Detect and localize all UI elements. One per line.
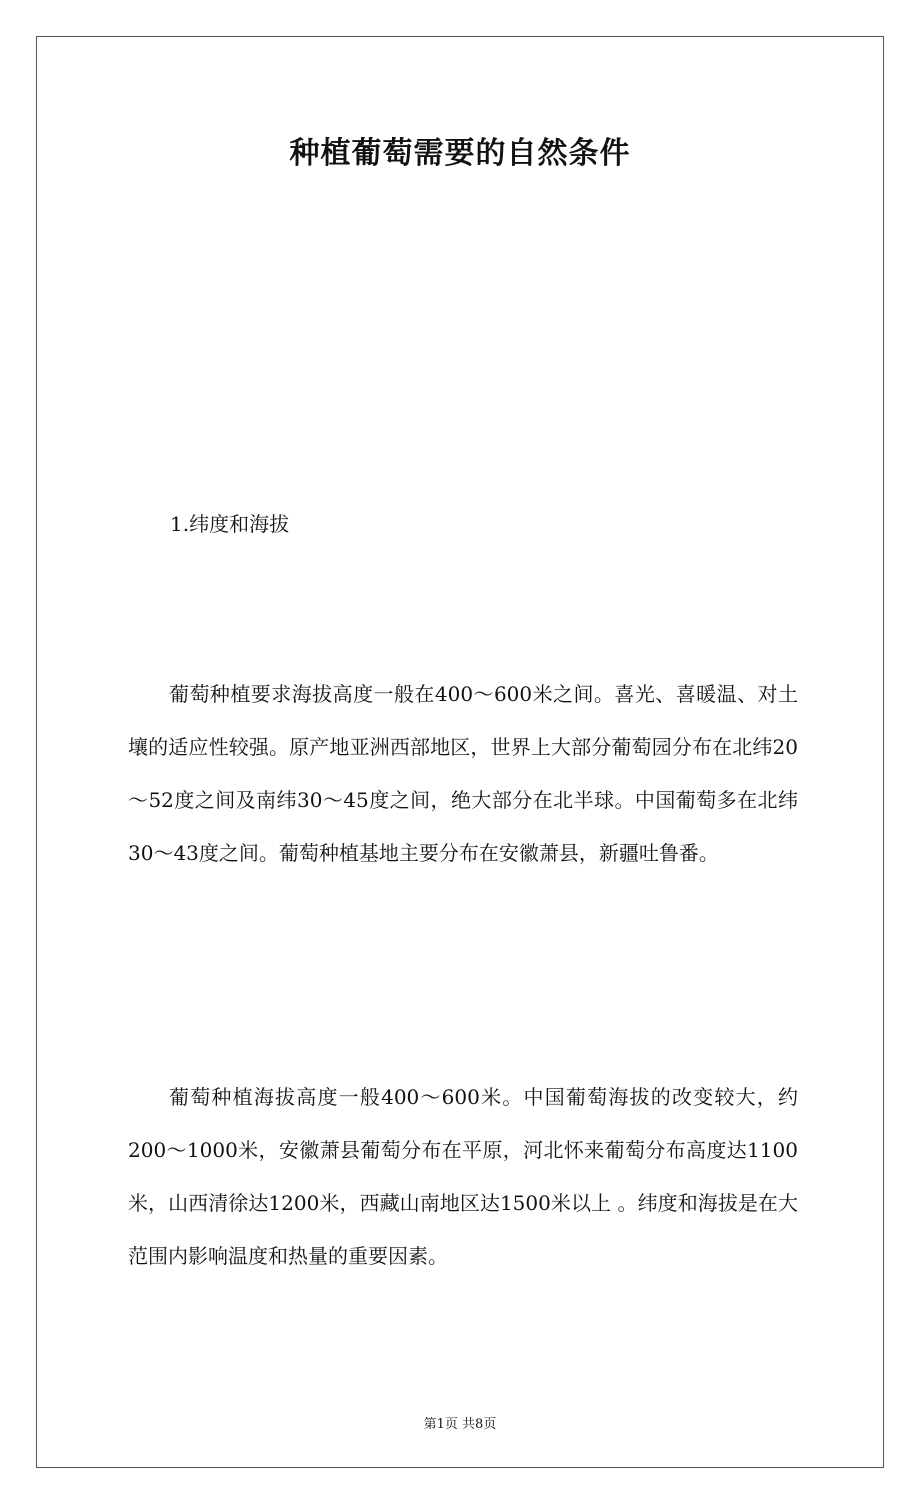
document-title: 种植葡萄需要的自然条件: [289, 136, 631, 171]
section-heading: 1.纬度和海拔: [170, 512, 290, 536]
page-footer: 第1页 共8页: [423, 1417, 497, 1432]
paragraph-altitude-china: 葡萄种植海拔高度一般400～600米。中国葡萄海拔的改变较大，约200～1000米，安徽萧县葡萄分布在平原，河北怀来葡萄分布高度达1100米，山西清徐达1200米，西藏山南地区达1500米以上 。纬度和海拔是在大范围内影响温度和热量的重要因素。: [128, 1085, 798, 1268]
paragraph-latitude-altitude: 葡萄种植要求海拔高度一般在400～600米之间。喜光、喜暖温、对土壤的适应性较强。原产地亚洲西部地区，世界上大部分葡萄园分布在北纬20～52度之间及南纬30～45度之间，绝大部分在北半球。中国葡萄多在北纬30～43度之间。葡萄种植基地主要分布在安徽萧县，新疆吐鲁番。: [128, 682, 798, 865]
